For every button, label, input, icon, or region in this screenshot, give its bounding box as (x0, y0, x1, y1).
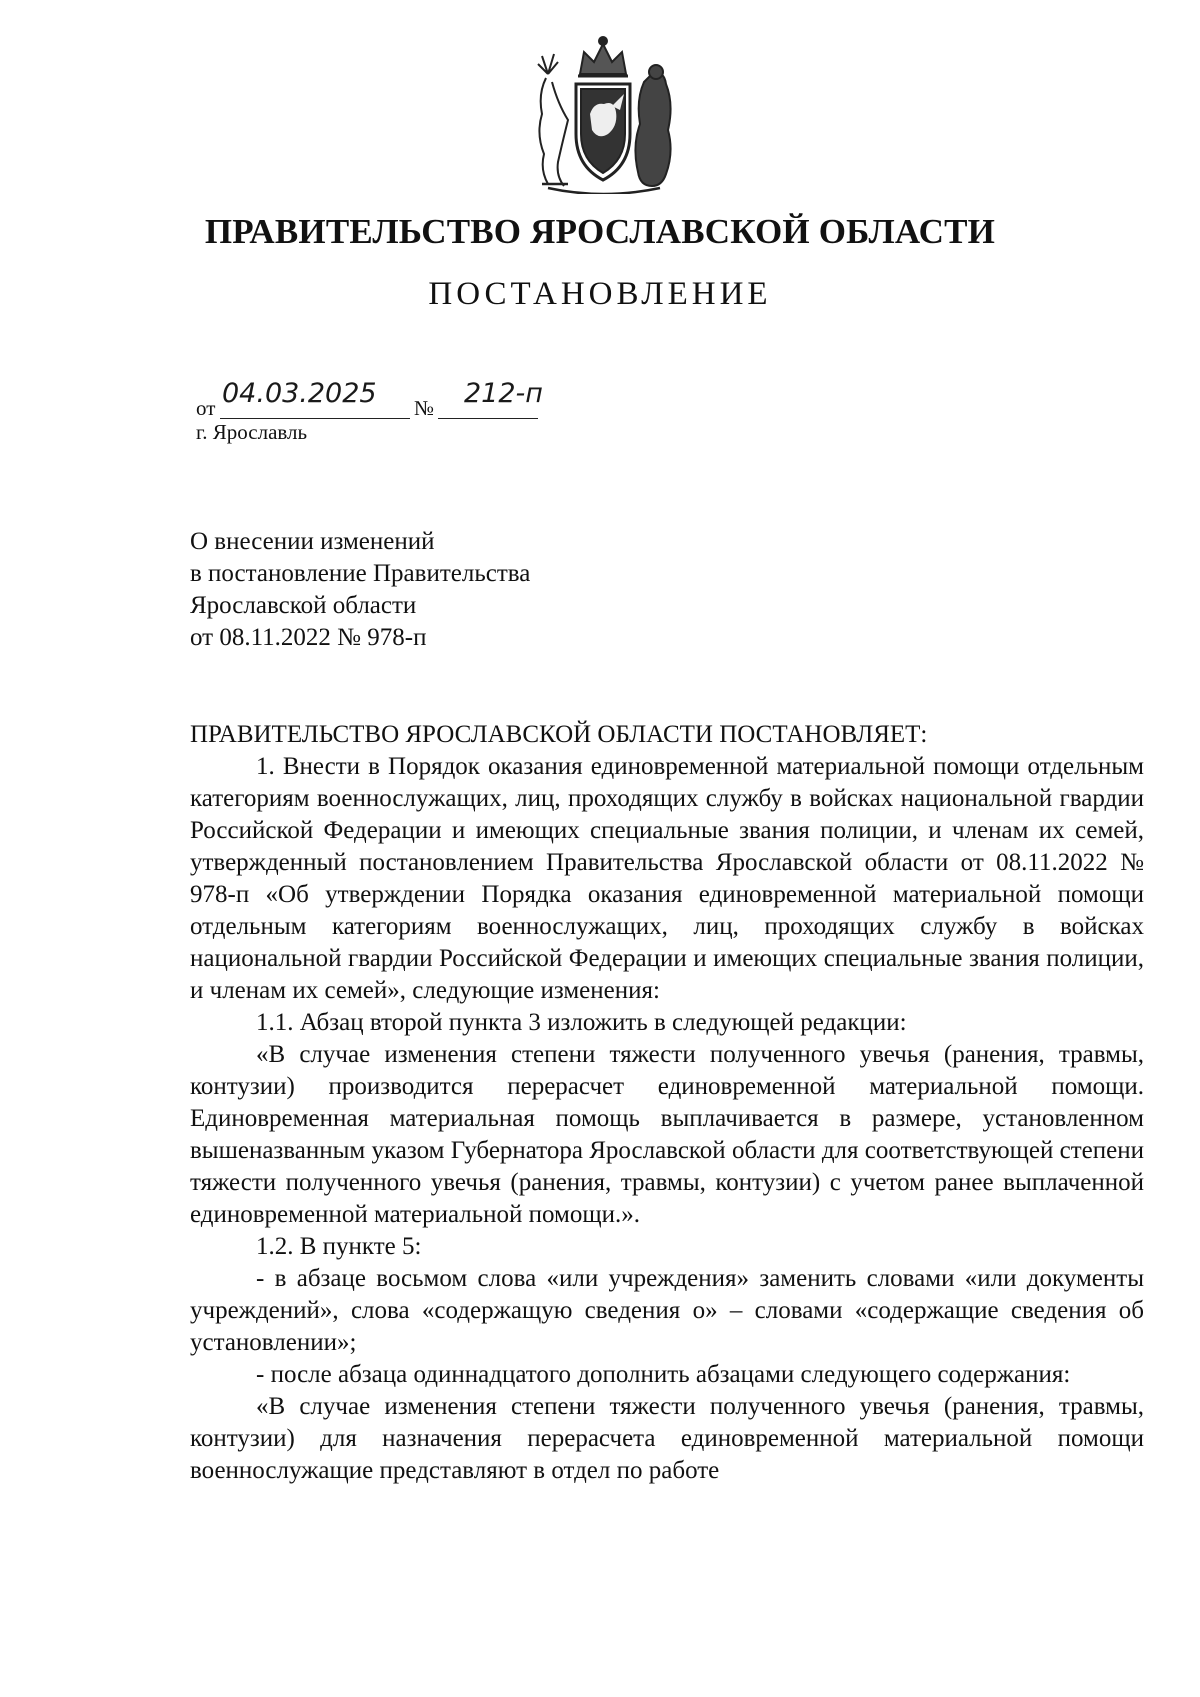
date-label: от (196, 396, 216, 420)
document-body (190, 719, 1144, 1487)
body-paragraph: 1. Внести в Порядок оказания единовременной материальной помощи отдельным категориям военнослужащих, лиц, проходящих службу в войсках национальной гвардии Российской Федерации и имеющих специальные звания полиции, и членам их семей, утвержденный постановлением Правительства Ярославской области от 08.11.2022 № 978-п «Об утверждении Порядка оказания единовременной материальной помощи отдельным категориям военнослужащих, лиц, проходящих службу в войсках национальной гвардии Российской Федерации и имеющих специальные звания полиции, и членам их семей», следующие изменения: (190, 753, 1144, 1004)
document-meta (196, 378, 596, 422)
body-paragraph: - после абзаца одиннадцатого дополнить абзацами следующего содержания: (256, 1361, 1071, 1388)
body-paragraph: 1.2. В пункте 5: (256, 1233, 422, 1260)
date-value: 04.03.2025 (222, 378, 377, 409)
subject-line: Ярославской области (190, 592, 417, 619)
number-label: № (414, 396, 435, 420)
city-label: г. Ярославль (196, 420, 308, 444)
body-paragraph: «В случае изменения степени тяжести полученного увечья (ранения, травмы, контузии) производится перерасчет единовременной материальной помощи. Единовременная материальная помощь выплачивается в размере, установленном вышеназванным указом Губернатора Ярославской области для соответствующей степени тяжести полученного увечья (ранения, травмы, контузии) с учетом ранее выплаченной единовременной материальной помощи.». (190, 1041, 1144, 1228)
number-value: 212-п (464, 378, 543, 409)
body-paragraph: 1.1. Абзац второй пункта 3 изложить в следующей редакции: (256, 1009, 907, 1036)
organization-title: ПРАВИТЕЛЬСТВО ЯРОСЛАВСКОЙ ОБЛАСТИ (204, 212, 996, 251)
coat-of-arms-icon (528, 34, 678, 194)
resolution-heading: ПРАВИТЕЛЬСТВО ЯРОСЛАВСКОЙ ОБЛАСТИ ПОСТАНОВЛЯЕТ: (190, 721, 928, 748)
number-underline (438, 418, 538, 419)
document-type-title: ПОСТАНОВЛЕНИЕ (428, 276, 772, 312)
subject-block (190, 526, 530, 654)
body-paragraph: - в абзаце восьмом слова «или учреждения» заменить словами «или документы учреждений», слова «содержащую сведения о» – словами «содержащие сведения об установлении»; (190, 1265, 1144, 1356)
subject-line: О внесении изменений (190, 528, 435, 555)
date-underline (220, 418, 410, 419)
body-paragraph: «В случае изменения степени тяжести полученного увечья (ранения, травмы, контузии) для назначения перерасчета единовременной материальной помощи военнослужащие представляют в отдел по работе (190, 1393, 1144, 1484)
subject-line: в постановление Правительства (190, 560, 531, 587)
subject-line: от 08.11.2022 № 978-п (190, 624, 427, 651)
